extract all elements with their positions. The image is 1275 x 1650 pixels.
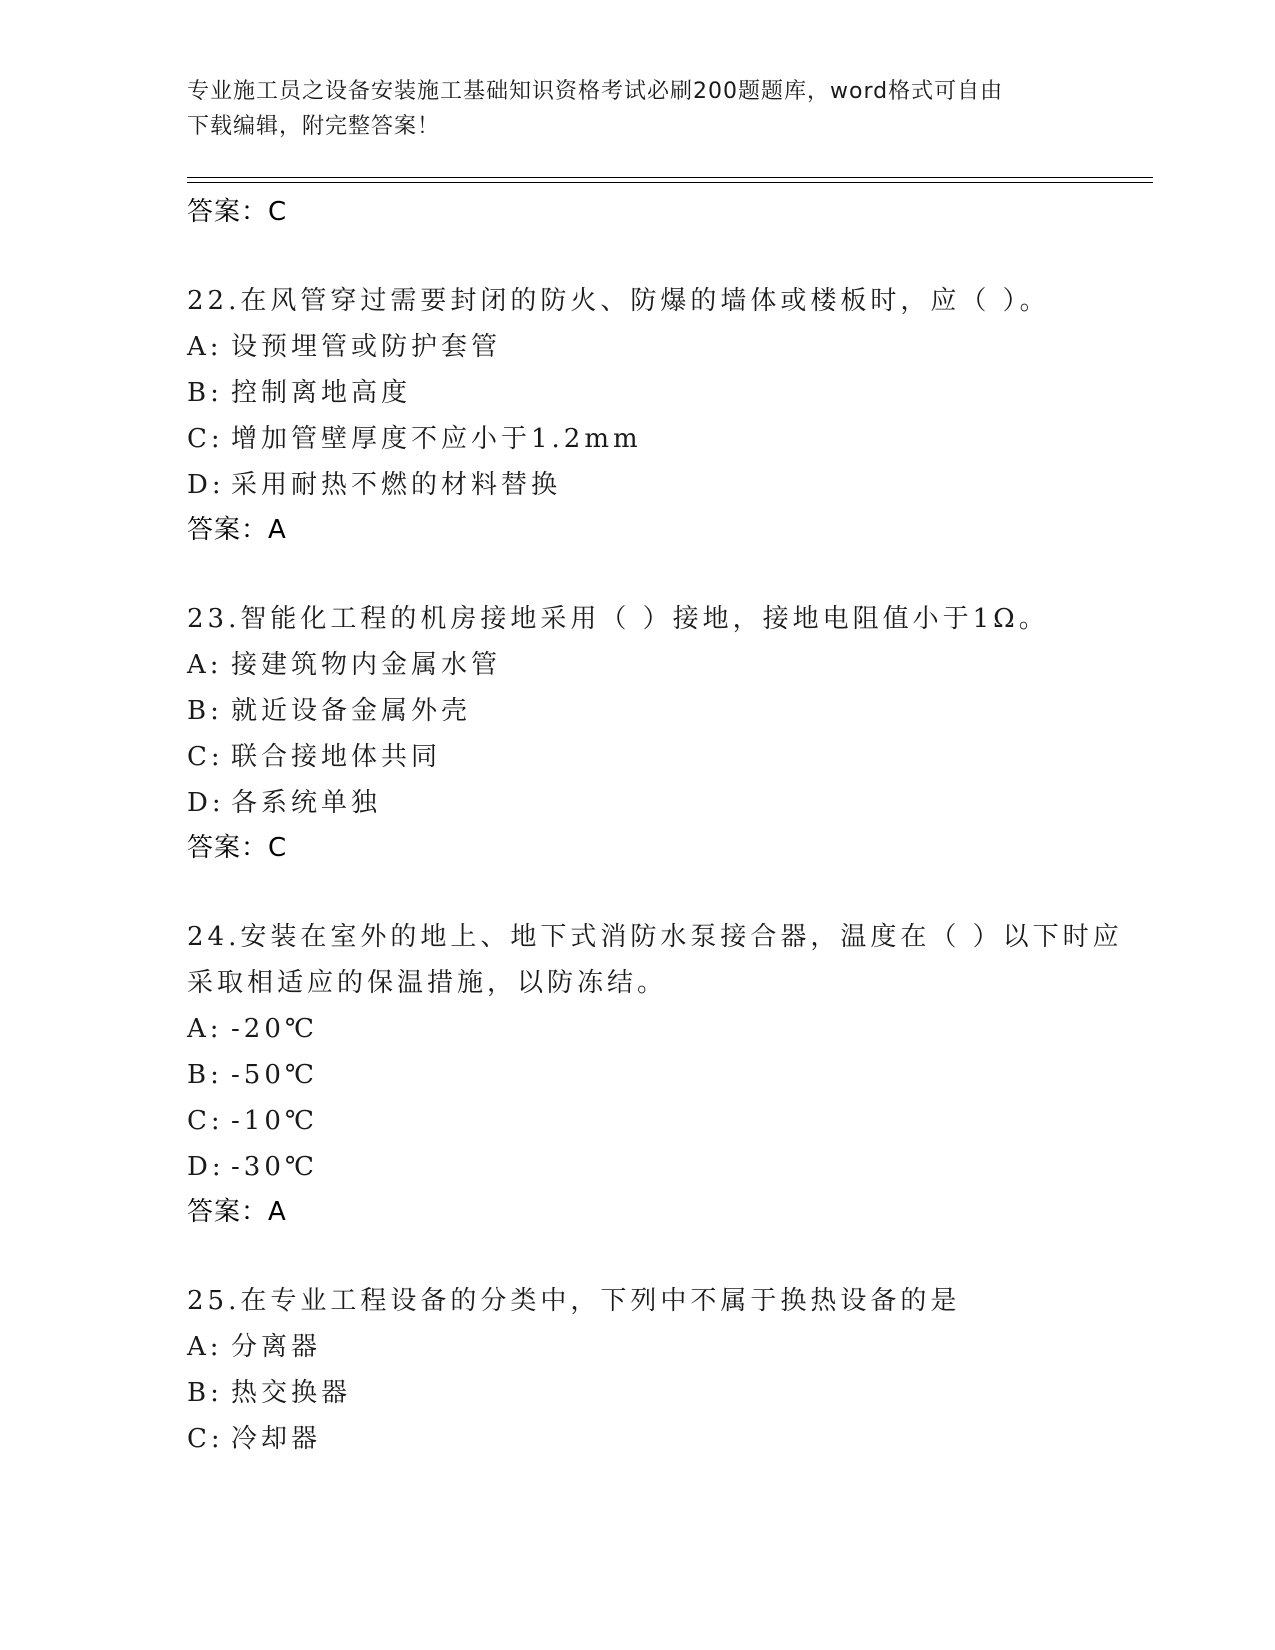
option-text: 分离器 [231, 1332, 322, 1362]
header-rule-top [187, 177, 1153, 178]
option-row [187, 780, 1147, 826]
question-stem: 24.安装在室外的地上、地下式消防水泵接合器，温度在（ ）以下时应采取相适应的保温措施，以防冻结。 [187, 922, 1123, 998]
option-text: 接建筑物内金属水管 [231, 650, 502, 680]
document-header [187, 74, 1087, 144]
option-letter: B: [187, 696, 223, 726]
option-text: 设预埋管或防护套管 [231, 332, 502, 362]
option-text: 联合接地体共同 [231, 742, 442, 772]
option-letter: A: [187, 1332, 223, 1362]
option-letter: B: [187, 378, 223, 408]
option-letter: D: [187, 470, 225, 500]
option-text: 各系统单独 [231, 788, 382, 818]
option-text: -50℃ [231, 1060, 318, 1090]
option-text: 冷却器 [231, 1424, 322, 1454]
option-row [187, 734, 1147, 780]
previous-answer: 答案：C [187, 197, 288, 227]
option-row [187, 688, 1147, 734]
question-stem: 23.智能化工程的机房接地采用（ ）接地，接地电阻值小于1Ω。 [187, 604, 1049, 634]
option-row [187, 1370, 1147, 1416]
option-letter: B: [187, 1378, 223, 1408]
option-letter: C: [187, 424, 224, 454]
option-row [187, 1324, 1147, 1370]
option-row [187, 642, 1147, 688]
option-text: 增加管壁厚度不应小于1.2mm [231, 424, 642, 454]
option-letter: D: [187, 1152, 225, 1182]
option-letter: B: [187, 1060, 223, 1090]
option-row [187, 1416, 1147, 1462]
option-text: -10℃ [231, 1106, 318, 1136]
option-row [187, 1052, 1147, 1098]
answer-line: 答案：C [187, 833, 288, 863]
question-stem: 25.在专业工程设备的分类中，下列中不属于换热设备的是 [187, 1286, 961, 1316]
option-row [187, 462, 1147, 508]
header-line-2: 下载编辑，附完整答案！ [187, 114, 441, 139]
option-row [187, 1144, 1147, 1190]
option-row [187, 1098, 1147, 1144]
option-letter: A: [187, 650, 223, 680]
option-text: -30℃ [231, 1152, 318, 1182]
option-row [187, 1006, 1147, 1052]
option-text: 采用耐热不燃的材料替换 [231, 470, 562, 500]
question-stem: 22.在风管穿过需要封闭的防火、防爆的墙体或楼板时，应（ ）。 [187, 286, 1050, 316]
option-text: 就近设备金属外壳 [231, 696, 472, 726]
option-row [187, 324, 1147, 370]
option-text: -20℃ [231, 1014, 318, 1044]
option-letter: A: [187, 1014, 223, 1044]
option-text: 热交换器 [231, 1378, 352, 1408]
header-rule-bottom [187, 182, 1153, 183]
option-letter: C: [187, 1106, 224, 1136]
option-row [187, 370, 1147, 416]
question-list [187, 190, 1147, 1462]
option-letter: C: [187, 742, 224, 772]
header-line-1: 专业施工员之设备安装施工基础知识资格考试必刷200题题库，word格式可自由 [187, 79, 1004, 104]
answer-line: 答案：A [187, 515, 287, 545]
option-letter: D: [187, 788, 225, 818]
answer-line: 答案：A [187, 1197, 287, 1227]
option-row [187, 416, 1147, 462]
option-letter: A: [187, 332, 223, 362]
option-text: 控制离地高度 [231, 378, 412, 408]
option-letter: C: [187, 1424, 224, 1454]
